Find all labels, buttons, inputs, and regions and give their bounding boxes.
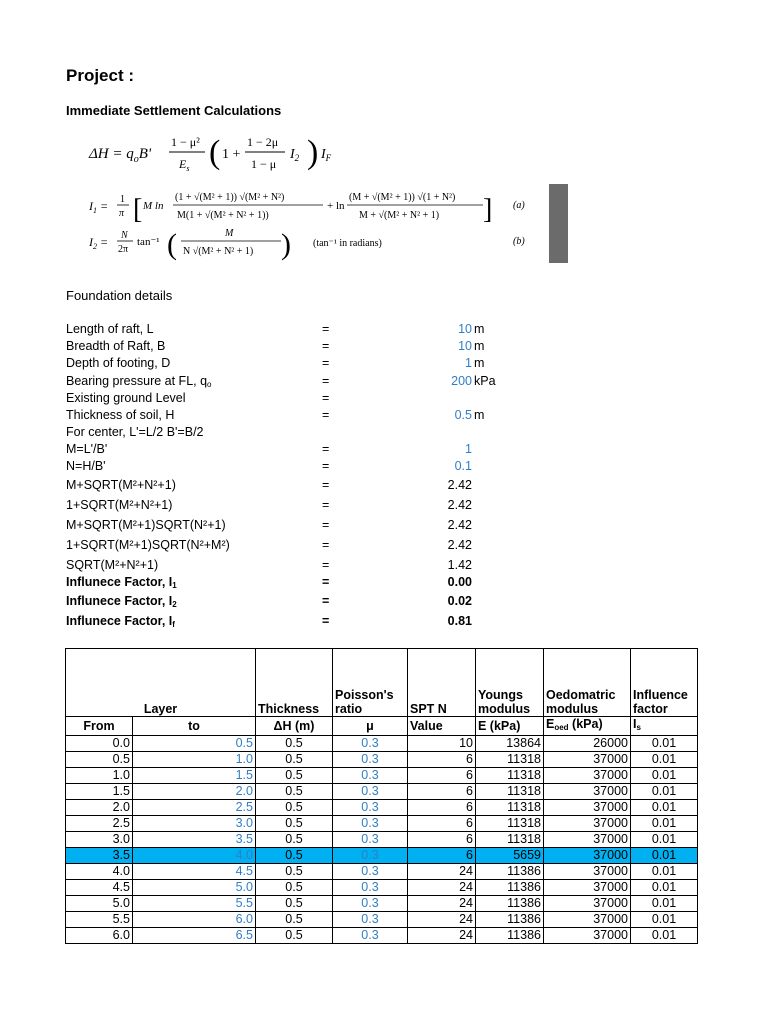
cell-from: 1.5 (66, 784, 133, 800)
cell-thickness: 0.5 (256, 880, 333, 896)
param-label: Thickness of soil, H (66, 408, 175, 422)
param-unit: kPa (474, 374, 496, 388)
col-mu: μ (333, 717, 408, 736)
col-youngs: Youngs modulus (476, 649, 544, 717)
cell-mu: 0.3 (333, 848, 408, 864)
param-label: M+SQRT(M²+1)SQRT(N²+1) (66, 518, 226, 532)
param-row (66, 517, 486, 534)
cell-to: 4.0 (133, 848, 256, 864)
param-row (66, 390, 486, 407)
param-row (66, 557, 486, 574)
cell-to: 6.0 (133, 912, 256, 928)
cell-mu: 0.3 (333, 768, 408, 784)
param-row (66, 407, 486, 424)
cell-eoed: 37000 (544, 864, 631, 880)
param-label: Bearing pressure at FL, $q_o$ (66, 374, 212, 389)
cell-to: 1.5 (133, 768, 256, 784)
cell-from: 2.0 (66, 800, 133, 816)
cell-mu: 0.3 (333, 832, 408, 848)
cell-is: 0.01 (631, 832, 698, 848)
table-header-sub (66, 717, 698, 736)
cell-spt: 24 (408, 896, 476, 912)
project-title: Project : (66, 66, 135, 85)
cell-e: 11318 (476, 816, 544, 832)
svg-text:M(1 + √(M² + N² + 1)): M(1 + √(M² + N² + 1)) (177, 210, 269, 221)
col-dh: ΔH (m) (256, 717, 333, 736)
cell-is: 0.01 (631, 928, 698, 944)
cell-is: 0.01 (631, 864, 698, 880)
svg-text:M: M (225, 228, 234, 239)
cell-eoed: 37000 (544, 816, 631, 832)
cell-to: 3.5 (133, 832, 256, 848)
cell-from: 5.5 (66, 912, 133, 928)
cell-eoed: 37000 (544, 880, 631, 896)
cell-eoed: 37000 (544, 896, 631, 912)
param-equals: = (322, 594, 330, 608)
cell-thickness: 0.5 (256, 896, 333, 912)
cell-spt: 6 (408, 832, 476, 848)
cell-to: 2.0 (133, 784, 256, 800)
cell-spt: 6 (408, 848, 476, 864)
svg-text:I1 =: $I_1$ = (89, 199, 109, 215)
param-label: 1+SQRT(M²+1)SQRT(N²+M²) (66, 538, 230, 552)
cell-spt: 6 (408, 816, 476, 832)
cell-spt: 6 (408, 784, 476, 800)
cell-is: 0.01 (631, 896, 698, 912)
svg-text:(tan⁻¹ in radians): (tan⁻¹ in radians) (313, 238, 382, 249)
cell-thickness: 0.5 (256, 864, 333, 880)
param-row (66, 338, 486, 355)
param-row (66, 441, 486, 458)
param-label: M=L'/B' (66, 442, 108, 456)
cell-eoed: 37000 (544, 752, 631, 768)
param-row (66, 477, 486, 494)
svg-text:M ln: M ln (143, 200, 164, 212)
svg-text:1: 1 (120, 194, 125, 205)
svg-text:[: [ (133, 194, 143, 225)
svg-text:tan⁻¹: tan⁻¹ (137, 236, 160, 248)
col-spt: SPT N (408, 649, 476, 717)
cell-e: 11318 (476, 832, 544, 848)
param-value[interactable]: 200 (451, 374, 472, 388)
cell-thickness: 0.5 (256, 768, 333, 784)
svg-text:(a): (a) (513, 200, 525, 211)
cell-mu: 0.3 (333, 880, 408, 896)
cell-spt: 6 (408, 768, 476, 784)
table-row (66, 736, 698, 752)
param-value: 2.42 (447, 538, 472, 552)
cell-thickness: 0.5 (256, 912, 333, 928)
param-equals: = (322, 538, 330, 552)
col-poisson: Poisson's ratio (333, 649, 408, 717)
cell-thickness: 0.5 (256, 848, 333, 864)
svg-text:(M + √(M² + 1)) √(1 + N²): (M + √(M² + 1)) √(1 + N²) (349, 192, 456, 203)
cell-from: 2.5 (66, 816, 133, 832)
svg-text:1 − μ: 1 − μ (251, 157, 277, 171)
cell-to: 5.5 (133, 896, 256, 912)
cell-to: 3.0 (133, 816, 256, 832)
table-row (66, 896, 698, 912)
svg-text:π: π (119, 208, 125, 219)
col-thickness: Thickness (256, 649, 333, 717)
table-row (66, 848, 698, 864)
param-equals: = (322, 518, 330, 532)
param-value: 2.42 (447, 478, 472, 492)
cell-to: 1.0 (133, 752, 256, 768)
cell-eoed: 37000 (544, 848, 631, 864)
cell-from: 0.0 (66, 736, 133, 752)
param-equals: = (322, 558, 330, 572)
param-value: 2.42 (447, 518, 472, 532)
param-unit: m (474, 408, 485, 422)
cell-mu: 0.3 (333, 752, 408, 768)
param-label: SQRT(M²+N²+1) (66, 558, 159, 572)
cell-from: 0.5 (66, 752, 133, 768)
cell-is: 0.01 (631, 816, 698, 832)
param-label: Influnece Factor, $I_1$ (66, 575, 177, 590)
param-equals: = (322, 391, 330, 405)
svg-text:1 +: 1 + (222, 147, 241, 162)
cell-is: 0.01 (631, 768, 698, 784)
table-row (66, 816, 698, 832)
cell-is: 0.01 (631, 800, 698, 816)
param-row (66, 321, 486, 338)
col-to: to (133, 717, 256, 736)
svg-text:IF: $I_F$ (321, 147, 332, 163)
cell-from: 4.5 (66, 880, 133, 896)
cell-e: 5659 (476, 848, 544, 864)
cell-thickness: 0.5 (256, 800, 333, 816)
param-equals: = (322, 478, 330, 492)
param-row (66, 355, 486, 372)
cell-to: 6.5 (133, 928, 256, 944)
param-unit: m (474, 322, 485, 336)
cell-mu: 0.3 (333, 928, 408, 944)
section-title: Foundation details (66, 288, 173, 303)
cell-eoed: 37000 (544, 928, 631, 944)
param-row (66, 424, 486, 441)
param-value[interactable]: 10 (458, 322, 472, 336)
cell-thickness: 0.5 (256, 736, 333, 752)
cell-mu: 0.3 (333, 896, 408, 912)
cell-e: 11318 (476, 768, 544, 784)
col-is: $I_s$ (631, 717, 698, 736)
cell-from: 6.0 (66, 928, 133, 944)
param-unit: m (474, 356, 485, 370)
param-label: M+SQRT(M²+N²+1) (66, 478, 176, 492)
table-row (66, 864, 698, 880)
svg-text:(: ( (167, 228, 177, 261)
param-equals: = (322, 322, 330, 336)
table-row (66, 832, 698, 848)
cell-e: 11386 (476, 864, 544, 880)
cell-e: 11386 (476, 880, 544, 896)
cell-eoed: 37000 (544, 912, 631, 928)
col-value: Value (408, 717, 476, 736)
cell-from: 5.0 (66, 896, 133, 912)
cell-spt: 24 (408, 928, 476, 944)
cell-from: 4.0 (66, 864, 133, 880)
cell-is: 0.01 (631, 912, 698, 928)
param-label: For center, L'=L/2 B'=B/2 (66, 425, 204, 439)
param-label: Existing ground Level (66, 391, 186, 405)
param-equals: = (322, 442, 330, 456)
svg-text:+ ln: + ln (327, 200, 345, 212)
table-header-top (66, 649, 698, 717)
cell-from: 3.5 (66, 848, 133, 864)
cell-spt: 6 (408, 800, 476, 816)
param-equals: = (322, 356, 330, 370)
svg-text:1 − 2μ: 1 − 2μ (247, 135, 279, 149)
cell-to: 0.5 (133, 736, 256, 752)
svg-text:(: ( (209, 134, 221, 171)
param-label: Influnece Factor, $I_2$ (66, 594, 177, 609)
cell-mu: 0.3 (333, 736, 408, 752)
param-value: 2.42 (447, 498, 472, 512)
cell-eoed: 37000 (544, 768, 631, 784)
param-equals: = (322, 575, 330, 589)
param-value[interactable]: 10 (458, 339, 472, 353)
cell-mu: 0.3 (333, 816, 408, 832)
param-value[interactable]: 1 (465, 442, 472, 456)
svg-text:Es: $E_s$ (179, 157, 190, 173)
cell-e: 13864 (476, 736, 544, 752)
cell-to: 2.5 (133, 800, 256, 816)
col-oed: Oedomatric modulus (544, 649, 631, 717)
cell-e: 11318 (476, 784, 544, 800)
svg-text:I2 =: $I_2$ = (89, 235, 109, 251)
svg-text:N √(M² + N² + 1): N √(M² + N² + 1) (183, 246, 254, 257)
param-equals: = (322, 614, 330, 628)
svg-text:(b): (b) (513, 236, 525, 247)
col-eoed: $E_{oed}$ (kPa) (544, 717, 631, 736)
svg-text:): ) (281, 228, 291, 261)
cell-e: 11318 (476, 800, 544, 816)
svg-text:I2: $I_2$ (290, 147, 300, 163)
param-row (66, 537, 486, 554)
cell-e: 11386 (476, 896, 544, 912)
cell-e: 11386 (476, 928, 544, 944)
svg-text:N: N (121, 230, 128, 241)
param-label: Depth of footing, D (66, 356, 171, 370)
cell-mu: 0.3 (333, 800, 408, 816)
cell-eoed: 37000 (544, 800, 631, 816)
param-row (66, 373, 496, 390)
param-value[interactable]: 0.1 (454, 459, 472, 473)
cell-thickness: 0.5 (256, 752, 333, 768)
calc-subtitle: Immediate Settlement Calculations (66, 103, 282, 118)
param-equals: = (322, 374, 330, 388)
svg-text:M + √(M² + N² + 1): M + √(M² + N² + 1) (359, 210, 440, 221)
cell-is: 0.01 (631, 848, 698, 864)
cell-is: 0.01 (631, 880, 698, 896)
cell-is: 0.01 (631, 752, 698, 768)
table-row (66, 768, 698, 784)
cell-spt: 24 (408, 912, 476, 928)
cell-thickness: 0.5 (256, 784, 333, 800)
table-row (66, 800, 698, 816)
settlement-formula (85, 130, 555, 270)
cell-eoed: 26000 (544, 736, 631, 752)
cell-mu: 0.3 (333, 864, 408, 880)
param-row (66, 458, 486, 475)
cell-thickness: 0.5 (256, 928, 333, 944)
cell-from: 3.0 (66, 832, 133, 848)
table-row (66, 880, 698, 896)
cell-to: 5.0 (133, 880, 256, 896)
param-row (66, 613, 486, 630)
param-label: Breadth of Raft, B (66, 339, 166, 353)
svg-text:): ) (307, 134, 319, 171)
param-value: 0.02 (447, 594, 472, 608)
param-unit: m (474, 339, 485, 353)
table-row (66, 784, 698, 800)
param-label: N=H/B' (66, 459, 106, 473)
svg-text:]: ] (483, 194, 493, 225)
param-value: 1.42 (447, 558, 472, 572)
param-row (66, 497, 486, 514)
param-equals: = (322, 339, 330, 353)
cell-spt: 24 (408, 864, 476, 880)
param-equals: = (322, 498, 330, 512)
cell-spt: 6 (408, 752, 476, 768)
col-influence: Influence factor (631, 649, 698, 717)
svg-text:1 − μ²: 1 − μ² (171, 135, 200, 149)
table-row (66, 928, 698, 944)
cell-spt: 24 (408, 880, 476, 896)
param-equals: = (322, 459, 330, 473)
cell-eoed: 37000 (544, 832, 631, 848)
param-value[interactable]: 0.5 (454, 408, 472, 422)
cell-mu: 0.3 (333, 784, 408, 800)
col-e: E (kPa) (476, 717, 544, 736)
param-equals: = (322, 408, 330, 422)
param-label: Length of raft, L (66, 322, 154, 336)
cell-mu: 0.3 (333, 912, 408, 928)
cell-to: 4.5 (133, 864, 256, 880)
table-row (66, 912, 698, 928)
cell-from: 1.0 (66, 768, 133, 784)
param-value[interactable]: 1 (465, 356, 472, 370)
cell-spt: 10 (408, 736, 476, 752)
cell-thickness: 0.5 (256, 816, 333, 832)
table-row (66, 752, 698, 768)
param-value: 0.81 (447, 614, 472, 628)
cell-is: 0.01 (631, 784, 698, 800)
cell-e: 11386 (476, 912, 544, 928)
cell-is: 0.01 (631, 736, 698, 752)
param-value: 0.00 (447, 575, 472, 589)
cell-e: 11318 (476, 752, 544, 768)
layers-table (65, 648, 698, 944)
svg-text:(1 + √(M² + 1)) √(M² + N²): (1 + √(M² + 1)) √(M² + N²) (175, 192, 285, 203)
col-layer: Layer (66, 649, 256, 717)
param-label: 1+SQRT(M²+N²+1) (66, 498, 173, 512)
cell-thickness: 0.5 (256, 832, 333, 848)
param-row (66, 593, 486, 610)
svg-text:ΔH = qoB': $\Delta H = q_oB'$ (89, 146, 152, 165)
col-from: From (66, 717, 133, 736)
param-row (66, 574, 486, 591)
param-label: Influnece Factor, $I_f$ (66, 614, 175, 629)
cell-eoed: 37000 (544, 784, 631, 800)
dark-margin-bar (549, 184, 568, 263)
svg-text:2π: 2π (118, 244, 129, 255)
